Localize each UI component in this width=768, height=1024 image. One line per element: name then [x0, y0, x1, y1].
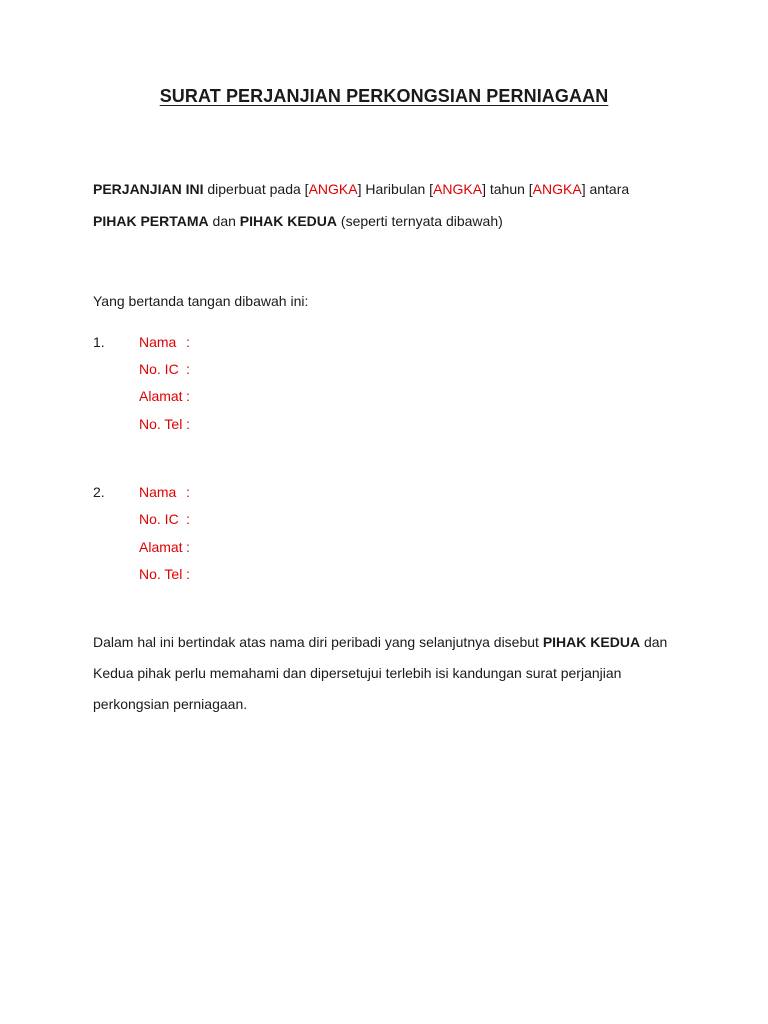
party-number: 1.	[93, 334, 105, 350]
field-colon: :	[186, 539, 190, 555]
party-field-row	[139, 510, 190, 528]
intro-line-2	[93, 212, 503, 230]
field-colon: :	[186, 511, 190, 527]
field-colon: :	[186, 566, 190, 582]
party-field-row	[139, 538, 190, 556]
closing-line-1	[93, 633, 667, 651]
intro-text: (seperti ternyata dibawah)	[337, 213, 503, 229]
intro-text: ] tahun [	[482, 181, 533, 197]
closing-line-2: Kedua pihak perlu memahami dan dipersetujui terlebih isi kandungan surat perjanjian	[93, 665, 622, 681]
party-two-term: PIHAK KEDUA	[239, 213, 338, 229]
field-label: No. Tel	[139, 416, 183, 432]
party-field-row	[139, 483, 190, 501]
field-label: Alamat	[139, 388, 183, 404]
closing-line-3: perkongsian perniagaan.	[93, 696, 248, 712]
placeholder-field: ANGKA	[433, 181, 483, 197]
field-label: Nama	[139, 334, 177, 350]
intro-text: dan	[208, 213, 240, 229]
field-label: No. Tel	[139, 566, 183, 582]
field-label: No. IC	[139, 511, 179, 527]
party-field-row	[139, 387, 190, 405]
intro-text: ] antara	[581, 181, 630, 197]
closing-text: Dalam hal ini bertindak atas nama diri peribadi yang selanjutnya disebut	[93, 634, 543, 650]
party-field-row	[139, 565, 190, 583]
intro-text: diperbuat pada [	[203, 181, 309, 197]
party-field-row	[139, 360, 190, 378]
field-colon: :	[186, 416, 190, 432]
party-field-row	[139, 333, 190, 351]
field-colon: :	[186, 361, 190, 377]
placeholder-field: ANGKA	[308, 181, 358, 197]
field-colon: :	[186, 334, 190, 350]
intro-line-1	[93, 180, 629, 198]
document-title: SURAT PERJANJIAN PERKONGSIAN PERNIAGAAN	[159, 86, 609, 106]
party-one-term: PIHAK PERTAMA	[93, 213, 209, 229]
intro-text: ] Haribulan [	[357, 181, 434, 197]
placeholder-field: ANGKA	[532, 181, 582, 197]
closing-text: dan	[640, 634, 668, 650]
intro-bold-lead: PERJANJIAN INI	[93, 181, 204, 197]
party-number: 2.	[93, 484, 105, 500]
party-two-term: PIHAK KEDUA	[542, 634, 641, 650]
signatories-heading: Yang bertanda tangan dibawah ini:	[93, 293, 309, 309]
party-field-row	[139, 415, 190, 433]
field-label: No. IC	[139, 361, 179, 377]
field-label: Nama	[139, 484, 177, 500]
field-colon: :	[186, 388, 190, 404]
field-colon: :	[186, 484, 190, 500]
field-label: Alamat	[139, 539, 183, 555]
